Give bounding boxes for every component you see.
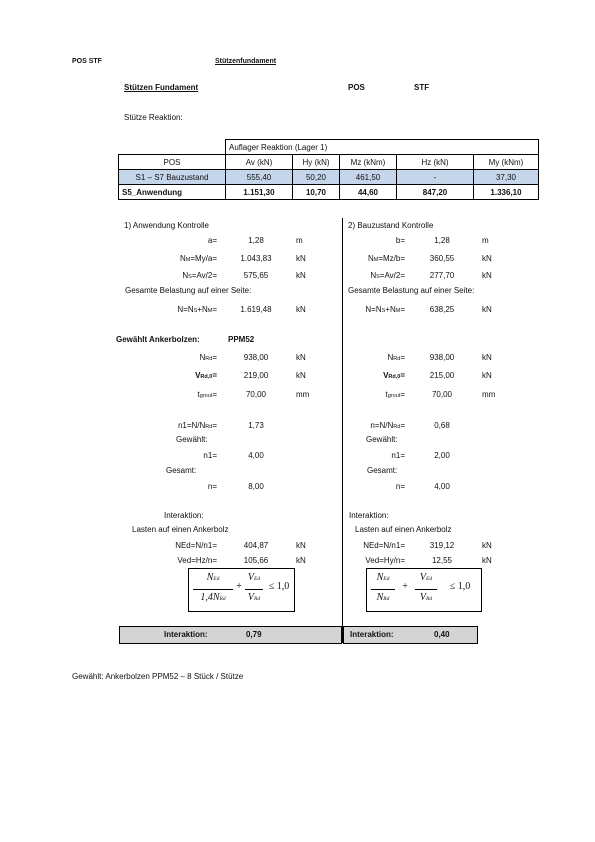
right-heading: 2) Bauzustand Kontrolle <box>348 221 434 230</box>
left-nrd-label: NRd= <box>199 353 217 362</box>
table-cell: 37,30 <box>474 170 539 185</box>
table-header: Av (kN) <box>226 155 293 170</box>
left-t-value: 70,00 <box>245 390 267 399</box>
table-cell: S1 – S7 Bauzustand <box>119 170 226 185</box>
right-n1-value: 0,68 <box>434 421 450 430</box>
table-group-header: Auflager Reaktion (Lager 1) <box>226 140 539 155</box>
reaction-label: Stütze Reaktion: <box>124 113 183 122</box>
left-ns-unit: kN <box>296 271 306 280</box>
right-vrd-value: 215,00 <box>429 371 455 380</box>
left-ved-unit: kN <box>296 556 306 565</box>
subheader-pos-value: STF <box>414 83 430 92</box>
table-cell: 50,20 <box>293 170 340 185</box>
table-cell: 555,40 <box>226 170 293 185</box>
right-nrd-label: NRd= <box>387 353 405 362</box>
right-ned-label: NEd=N/n1= <box>363 541 405 550</box>
left-t-label: tgrout= <box>197 390 217 399</box>
right-n-value: 638,25 <box>429 305 455 314</box>
reaction-table <box>118 139 539 200</box>
left-n1b-value: 4,00 <box>248 451 264 460</box>
left-ned-label: NEd=N/n1= <box>175 541 217 550</box>
left-nrd-value: 938,00 <box>243 353 269 362</box>
table-cell: 461,50 <box>340 170 397 185</box>
left-lasten: Lasten auf einen Ankerbolz <box>132 525 229 534</box>
right-nm-value: 360,55 <box>429 254 455 263</box>
right-b-value: 1,28 <box>434 236 450 245</box>
table-cell: - <box>397 170 474 185</box>
table-cell: 1.151,30 <box>226 185 293 200</box>
left-n-total-value: 8,00 <box>248 482 264 491</box>
right-ned-unit: kN <box>482 541 492 550</box>
right-ns-label: NS=Av/2= <box>370 271 405 280</box>
left-n1-value: 1,73 <box>248 421 264 430</box>
right-b-label: b= <box>395 236 405 245</box>
right-nm-unit: kN <box>482 254 492 263</box>
left-a-unit: m <box>296 236 303 245</box>
left-n1b-label: n1= <box>203 451 217 460</box>
right-interaktion: Interaktion: <box>349 511 389 520</box>
right-ns-unit: kN <box>482 271 492 280</box>
table-header: My (kNm) <box>474 155 539 170</box>
right-ved-value: 12,55 <box>431 556 453 565</box>
right-vrd-label: VRd,0= <box>383 371 405 380</box>
left-n-unit: kN <box>296 305 306 314</box>
right-nm-label: NM=Mz/b= <box>367 254 405 263</box>
right-n1-label: n=N/NRd= <box>370 421 405 430</box>
left-ved-value: 105,66 <box>243 556 269 565</box>
right-n-total-label: n= <box>395 482 405 491</box>
left-ns-value: 575,65 <box>243 271 269 280</box>
chosen-anchor-value: PPM52 <box>228 335 255 344</box>
right-interaction-result: Interaktion: 0,40 <box>343 626 478 644</box>
left-interaction-result: Interaktion: 0,79 <box>119 626 342 644</box>
right-n1b-value: 2,00 <box>434 451 450 460</box>
right-nrd-unit: kN <box>482 353 492 362</box>
right-interaction-formula: NEd NRd + VEd VRd ≤ 1,0 <box>366 568 482 612</box>
table-cell: 10,70 <box>293 185 340 200</box>
chosen-anchor-label: Gewählt Ankerbolzen: <box>116 335 200 344</box>
left-vrd-value: 219,00 <box>243 371 269 380</box>
left-t-unit: mm <box>296 390 310 399</box>
table-cell: 1.336,10 <box>474 185 539 200</box>
left-ned-unit: kN <box>296 541 306 550</box>
left-vrd-label: VRd,0= <box>195 371 217 380</box>
right-gesamt: Gesamt: <box>367 466 398 475</box>
table-cell: S5_Anwendung <box>119 185 226 200</box>
right-b-unit: m <box>482 236 489 245</box>
right-lasten: Lasten auf einen Ankerbolz <box>355 525 452 534</box>
table-header-row <box>119 155 539 170</box>
table-row <box>119 185 539 200</box>
left-ved-label: Ved=Hz/n= <box>177 556 217 565</box>
table-header: Mz (kNm) <box>340 155 397 170</box>
right-n-label: N=NS+NM= <box>365 305 405 314</box>
left-a-value: 1,28 <box>248 236 264 245</box>
left-total-label: Gesamte Belastung auf einer Seite: <box>125 286 252 295</box>
left-interaction-formula: NEd 1,4NRd + VEd VRd ≤ 1,0 <box>188 568 295 612</box>
right-gewahlt: Gewählt: <box>366 435 398 444</box>
table-header: Hy (kN) <box>293 155 340 170</box>
right-t-unit: mm <box>482 390 496 399</box>
table-header: Hz (kN) <box>397 155 474 170</box>
right-total-label: Gesamte Belastung auf einer Seite: <box>348 286 475 295</box>
table-row <box>119 170 539 185</box>
table-header: POS <box>119 155 226 170</box>
header-pos: POS STF <box>72 58 102 65</box>
left-nm-label: NM=My/a= <box>179 254 217 263</box>
column-divider <box>342 218 343 643</box>
left-ned-value: 404,87 <box>243 541 269 550</box>
subheader-title: Stützen Fundament <box>124 83 199 92</box>
right-vrd-unit: kN <box>482 371 492 380</box>
right-ved-unit: kN <box>482 556 492 565</box>
header-title: Stützenfundament <box>215 58 277 65</box>
left-gesamt: Gesamt: <box>166 466 197 475</box>
table-cell: 44,60 <box>340 185 397 200</box>
right-nrd-value: 938,00 <box>429 353 455 362</box>
right-ns-value: 277,70 <box>429 271 455 280</box>
left-nm-unit: kN <box>296 254 306 263</box>
footer-summary: Gewählt: Ankerbolzen PPM52 – 8 Stück / Stütze <box>72 672 244 681</box>
right-n-unit: kN <box>482 305 492 314</box>
left-nrd-unit: kN <box>296 353 306 362</box>
right-n-total-value: 4,00 <box>434 482 450 491</box>
left-nm-value: 1.043,83 <box>240 254 272 263</box>
left-n1-label: n1=N/NRd= <box>177 421 217 430</box>
right-t-label: tgrout= <box>385 390 405 399</box>
table-cell: 847,20 <box>397 185 474 200</box>
left-n-total-label: n= <box>207 482 217 491</box>
left-a-label: a= <box>207 236 217 245</box>
left-vrd-unit: kN <box>296 371 306 380</box>
left-n-label: N=NS+NM= <box>177 305 217 314</box>
right-t-value: 70,00 <box>431 390 453 399</box>
right-ved-label: Ved=Hy/n= <box>365 556 405 565</box>
right-ned-value: 319,12 <box>429 541 455 550</box>
left-gewahlt: Gewählt: <box>176 435 208 444</box>
left-n-value: 1.619,48 <box>240 305 272 314</box>
subheader-pos-label: POS <box>348 83 365 92</box>
left-interaktion: Interaktion: <box>164 511 204 520</box>
left-heading: 1) Anwendung Kontrolle <box>124 221 209 230</box>
left-ns-label: NS=Av/2= <box>182 271 217 280</box>
right-n1b-label: n1= <box>391 451 405 460</box>
